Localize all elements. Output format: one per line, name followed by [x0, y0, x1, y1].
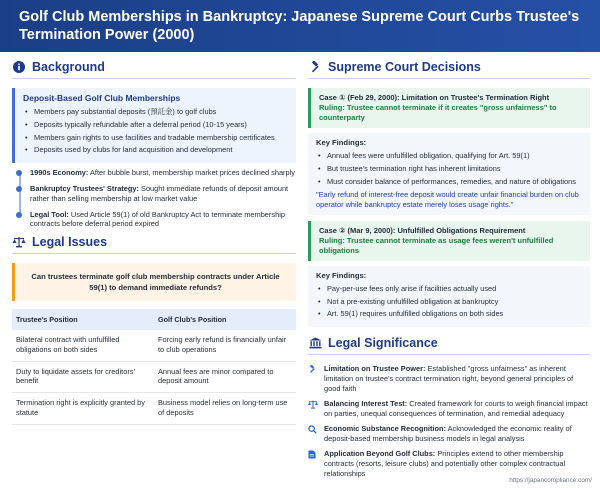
- case-1-findings-list: [316, 151, 582, 186]
- list-item: • Annual fees were unfulfilled obligation, qualifying for Art. 59(1): [316, 151, 582, 161]
- significance-label: Limitation on Trustee Power:: [324, 364, 426, 374]
- significance-text: Created framework for courts to weigh financial impact on parties, unequal consequences of termination, and remedial adequacy: [324, 399, 588, 419]
- significance-text: Acknowledged the economic reality of deposit-based membership business models in legal analysis: [324, 424, 572, 444]
- case-1-box: [308, 88, 590, 128]
- list-item: • But trustee's termination right has inherent limitations: [316, 164, 582, 174]
- column-header-trustee: Trustee's Position: [12, 309, 154, 330]
- balance-scale-icon: [308, 399, 318, 419]
- case-1-findings: [308, 133, 590, 215]
- gavel-icon: [308, 364, 318, 394]
- case-1-title: Case ① (Feb 29, 2000): Limitation on Trustee's Termination Right: [319, 93, 550, 102]
- table-row: [12, 330, 296, 361]
- table-cell: Duty to liquidate assets for creditors' benefit: [12, 361, 154, 393]
- significance-heading-text: Legal Significance: [328, 336, 438, 351]
- background-heading-text: Background: [32, 60, 105, 74]
- timeline-item: [30, 184, 296, 204]
- timeline-label: Bankruptcy Trustees' Strategy:: [30, 183, 139, 193]
- significance-label: Balancing Interest Test:: [324, 399, 408, 409]
- table-cell: Forcing early refund is financially unfair to club operations: [154, 330, 296, 361]
- list-item: • Not a pre-existing unfulfilled obligation at bankruptcy: [316, 297, 582, 307]
- positions-table: [12, 309, 296, 425]
- timeline-dot: [16, 186, 22, 192]
- decisions-heading: [308, 60, 590, 79]
- list-item: • Members gain rights to use facilities and tradable membership certificates: [23, 133, 288, 143]
- timeline-text: After bubble burst, membership market prices declined sharply: [88, 168, 295, 178]
- case-1-ruling: Ruling: Trustee cannot terminate if it creates "gross unfairness" to counterparty: [319, 103, 557, 122]
- timeline-item: [30, 168, 296, 178]
- column-header-club: Golf Club's Position: [154, 309, 296, 330]
- significance-item: [308, 399, 590, 419]
- legal-question-box: Can trustees terminate golf club membership contracts under Article 59(1) to demand immediate refunds?: [12, 263, 296, 301]
- info-icon: [12, 60, 26, 74]
- deposit-box-title: Deposit-Based Golf Club Memberships: [23, 93, 181, 103]
- timeline-label: 1990s Economy:: [30, 168, 89, 178]
- page-title: Golf Club Memberships in Bankruptcy: Japanese Supreme Court Curbs Trustee's Termination Power (2000): [19, 9, 580, 43]
- left-column: [12, 60, 296, 425]
- case-2-ruling: Ruling: Trustee cannot terminate as usage fees weren't unfulfilled obligations: [319, 235, 554, 255]
- list-item: • Members pay substantial deposits (預託金) to golf clubs: [23, 107, 288, 117]
- timeline-dot: [16, 170, 22, 176]
- decisions-heading-text: Supreme Court Decisions: [328, 60, 481, 74]
- timeline-text: Sought immediate refunds of deposit amount rather than selling membership at low market value: [30, 183, 289, 203]
- significance-item: [308, 449, 590, 479]
- timeline-dot: [16, 212, 22, 218]
- table-cell: Annual fees are minor compared to deposit amount: [154, 361, 296, 393]
- list-item: • Art. 59(1) requires unfulfilled obligations on both sides: [316, 309, 582, 319]
- footer-url: https://japancompliance.com/: [509, 477, 592, 484]
- significance-text: Established "gross unfairness" as inherent limitation on trustee's contract termination right, beyond general principles of good faith: [324, 364, 574, 394]
- significance-item: [308, 364, 590, 394]
- timeline-text: Used Article 59(1) of old Bankruptcy Act to terminate membership contracts before deferral period expired: [30, 209, 285, 229]
- deposit-bullets: [23, 107, 288, 155]
- table-row: [12, 361, 296, 393]
- timeline-item: [30, 210, 296, 230]
- case-2-findings-list: [316, 284, 582, 319]
- legal-issues-heading: [12, 235, 296, 254]
- significance-label: Application Beyond Golf Clubs:: [324, 449, 436, 459]
- deposit-box: [12, 88, 296, 163]
- list-item: • Must consider balance of performances, remedies, and nature of obligations: [316, 177, 582, 187]
- search-icon: [308, 424, 318, 444]
- list-item: • Deposits typically refundable after a deferral period (10-15 years): [23, 120, 288, 130]
- right-column: [308, 60, 590, 484]
- significance-item: [308, 424, 590, 444]
- table-cell: Business model relies on long-term use of deposits: [154, 393, 296, 425]
- balance-scale-icon: [12, 235, 26, 249]
- significance-text: Principles extend to other membership contracts (resorts, leisure clubs) and potentially other complex contractual relationships: [324, 449, 566, 479]
- case-1-findings-title: Key Findings:: [316, 138, 367, 147]
- table-header-row: [12, 309, 296, 330]
- list-item: • Deposits used by clubs for land acquisition and development: [23, 145, 288, 155]
- table-cell: Bilateral contract with unfulfilled obligations on both sides: [12, 330, 154, 361]
- courthouse-icon: [308, 336, 322, 350]
- background-timeline: [12, 168, 296, 229]
- significance-label: Economic Substance Recognition:: [324, 424, 446, 434]
- background-heading: [12, 60, 296, 79]
- case-2-box: [308, 221, 590, 261]
- page-header: [0, 0, 600, 52]
- case-2-findings: [308, 266, 590, 327]
- timeline-label: Legal Tool:: [30, 209, 69, 219]
- gavel-icon: [308, 60, 322, 74]
- case-1-quote: "Early refund of interest-free deposit would create unfair financial burden on club operator while bankruptcy estate merely loses usage rights.": [316, 190, 579, 209]
- table-row: [12, 393, 296, 425]
- legal-issues-heading-text: Legal Issues: [32, 235, 108, 250]
- significance-heading: [308, 336, 590, 355]
- case-2-title: Case ② (Mar 9, 2000): Unfulfilled Obligations Requirement: [319, 225, 526, 235]
- document-icon: [308, 449, 318, 479]
- list-item: • Pay-per-use fees only arise if facilities actually used: [316, 284, 582, 294]
- significance-list: [308, 364, 590, 479]
- table-cell: Termination right is explicitly granted by statute: [12, 393, 154, 425]
- case-2-findings-title: Key Findings:: [316, 270, 367, 280]
